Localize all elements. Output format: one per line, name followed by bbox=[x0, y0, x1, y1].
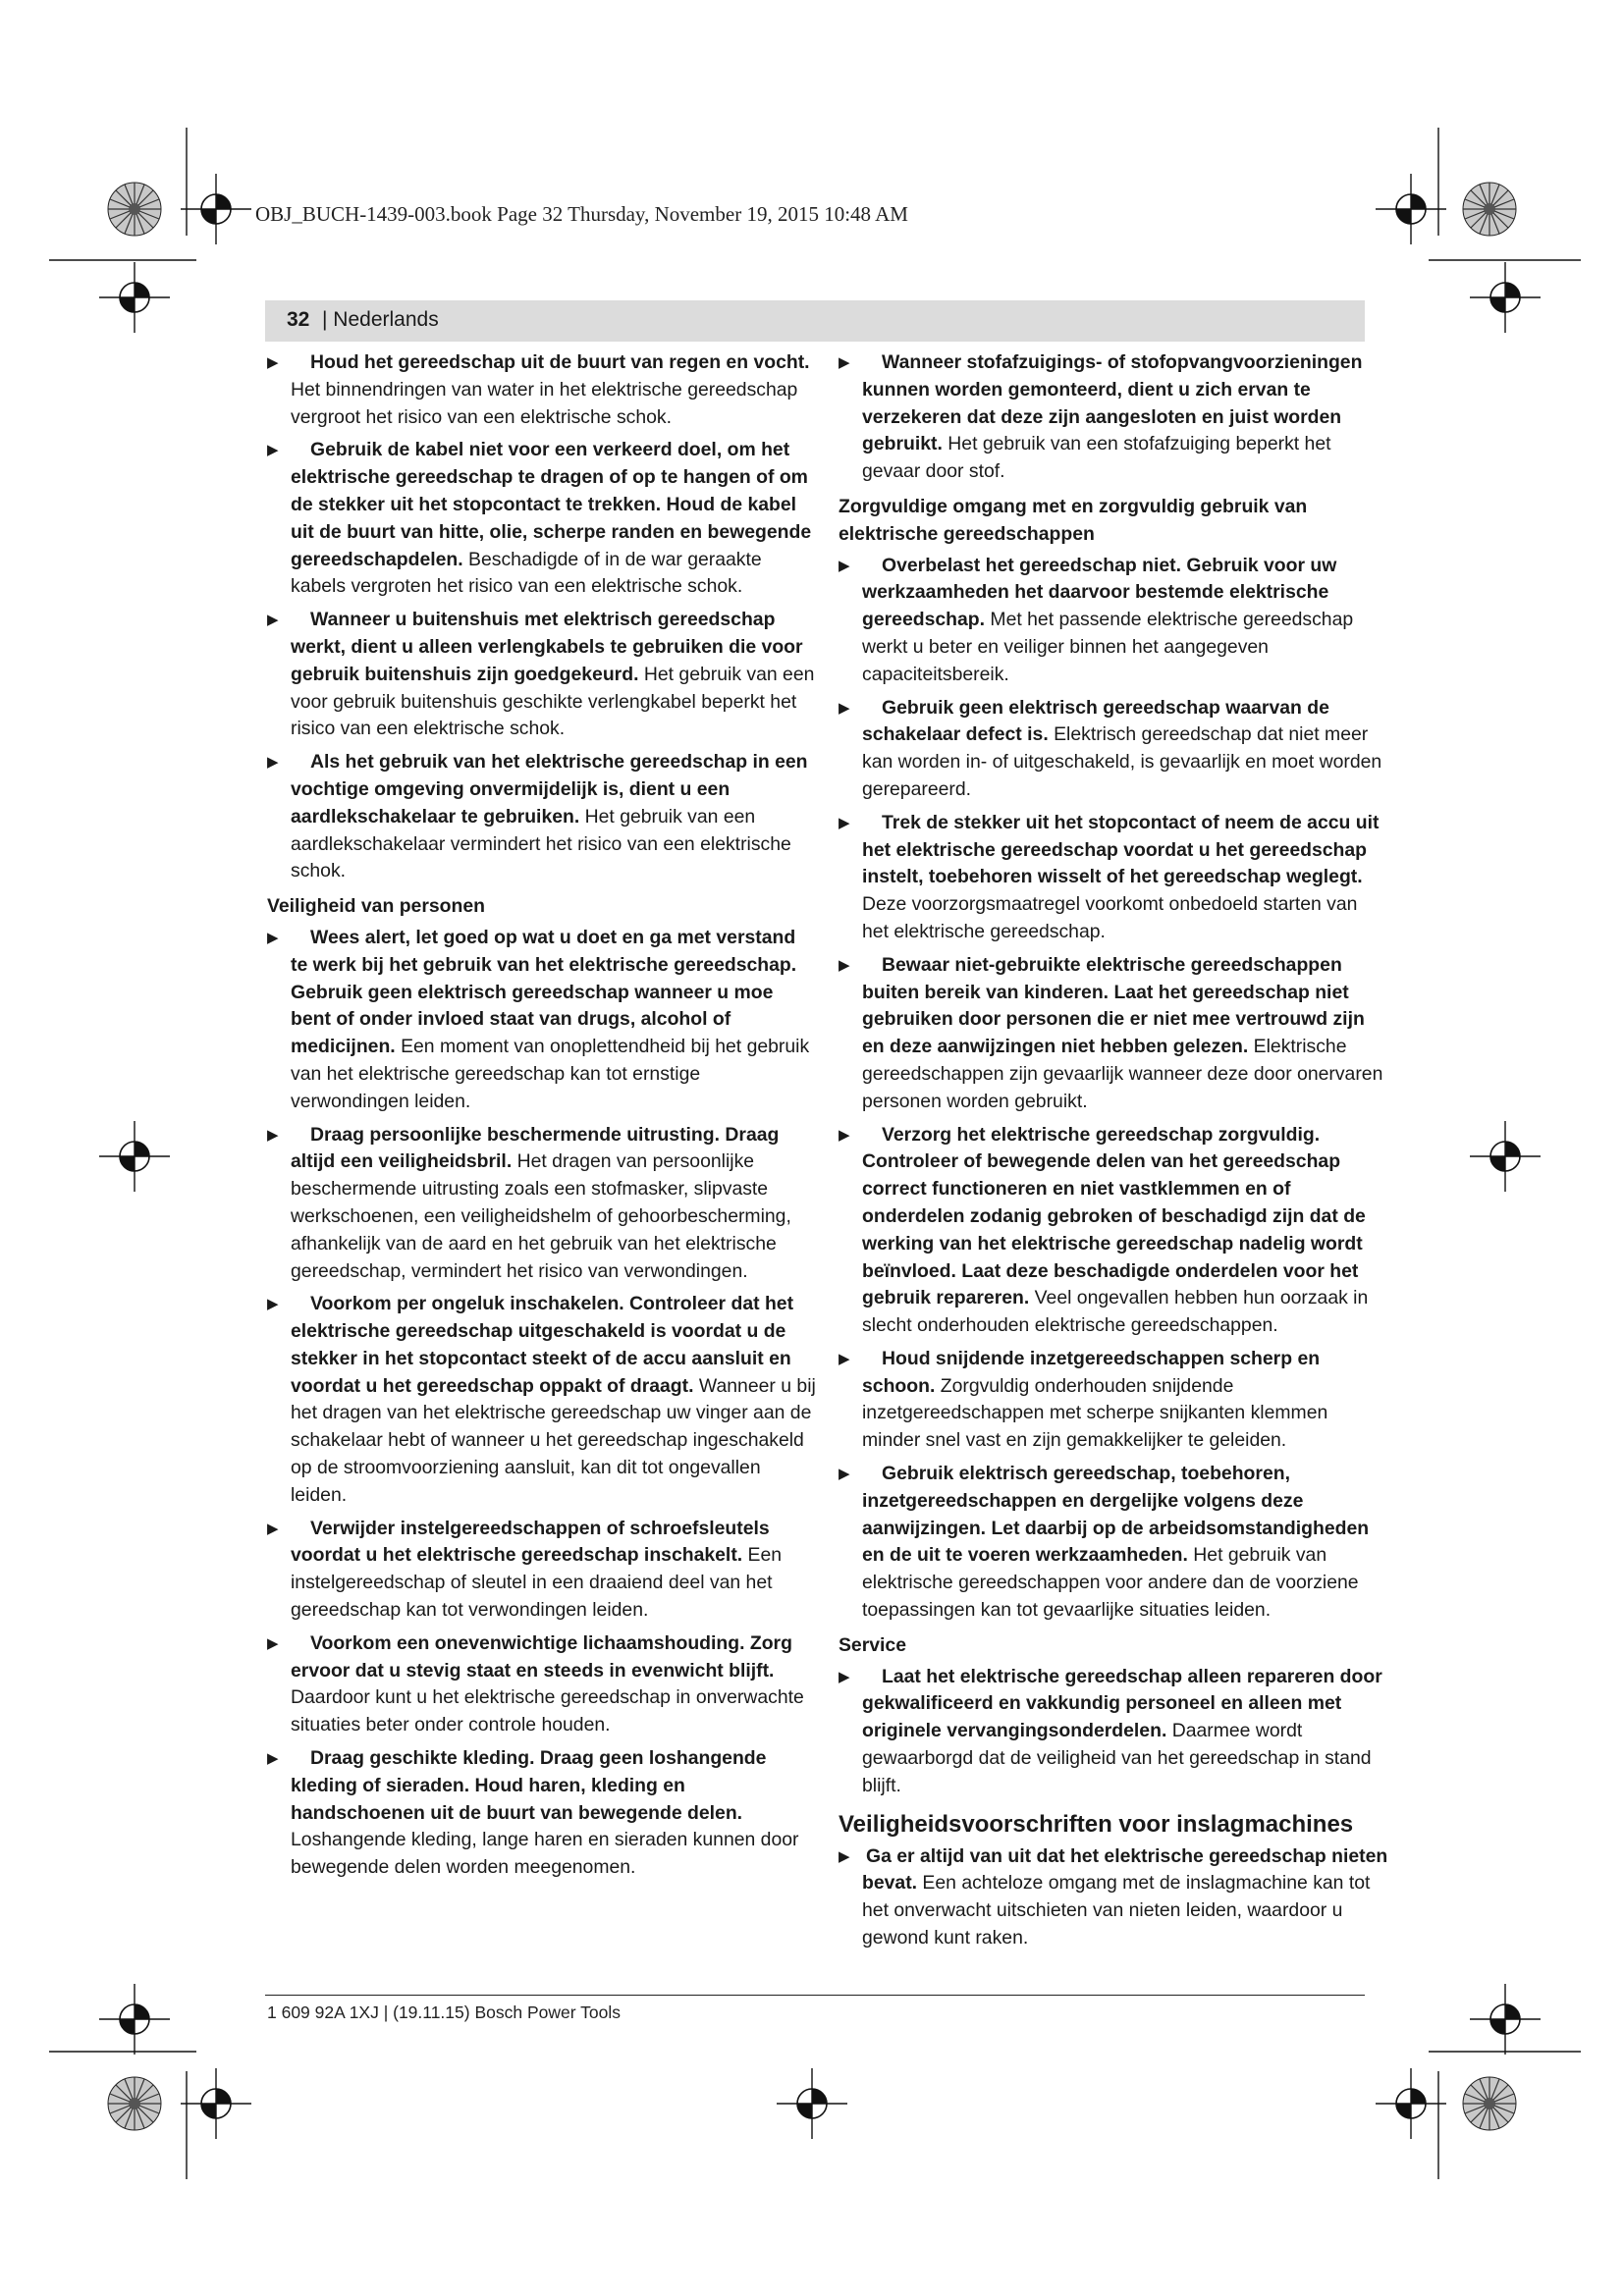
list-item: ▶ Laat het elektrische gereedschap alleen repareren door gekwalificeerd en vakkundig personeel en alleen met originele vervangingsonderdelen. Daarmee wordt gewaarborgd dat de veiligheid van het gereedschap in stand blijft. bbox=[839, 1665, 1382, 1796]
page-header bbox=[265, 300, 1365, 342]
page-footer: 1 609 92A 1XJ | (19.11.15) Bosch Power Tools bbox=[267, 2002, 621, 2022]
right-list-d bbox=[839, 1843, 1388, 1952]
triangle-bullet-icon: ▶ bbox=[267, 1634, 279, 1652]
list-item: ▶ Gebruik de kabel niet voor een verkeerd doel, om het elektrische gereedschap te dragen of op te hangen of om de stekker uit het stopcontact te trekken. Houd de kabel uit de buurt van hitte, olie, scherpe randen en bewegende gereedschapdelen. Beschadigde of in de war geraakte kabels vergroten het risico van een elektrische schok. bbox=[267, 439, 812, 598]
right-list-c bbox=[839, 1664, 1388, 1800]
triangle-bullet-icon: ▶ bbox=[839, 557, 850, 574]
list-item: ▶ Draag persoonlijke beschermende uitrusting. Draag altijd een veiligheidsbril. Het dragen van persoonlijke beschermende uitrusting zoals een stofmasker, slipvaste werkschoenen, een veiligheidshelm of gehoorbescherming, afhankelijk van de aard en het gebruik van het elektrische gereedschap, vermindert het risico van verwondingen. bbox=[267, 1123, 791, 1282]
header-language: | Nederlands bbox=[322, 308, 439, 331]
list-item: ▶ Gebruik geen elektrisch gereedschap waarvan de schakelaar defect is. Elektrisch gereedschap dat niet meer kan worden in- of uitgeschakeld, is gevaarlijk en moet worden gerepareerd. bbox=[839, 696, 1382, 800]
book-slug: OBJ_BUCH-1439-003.book Page 32 Thursday, November 19, 2015 10:48 AM bbox=[255, 202, 908, 226]
triangle-bullet-icon: ▶ bbox=[839, 1466, 850, 1483]
triangle-bullet-icon: ▶ bbox=[839, 956, 850, 974]
subheading-careful-use: Zorgvuldige omgang met en zorgvuldig gebruik van elektrische gereedschappen bbox=[839, 495, 1308, 545]
triangle-bullet-icon: ▶ bbox=[267, 1520, 279, 1537]
color-target-top-left bbox=[108, 183, 161, 236]
color-target-bottom-right bbox=[1463, 2077, 1516, 2130]
triangle-bullet-icon: ▶ bbox=[267, 442, 279, 459]
subheading-personal-safety: Veiligheid van personen bbox=[267, 895, 485, 918]
list-item: ▶ Ga er altijd van uit dat het elektrische gereedschap nieten bevat. Een achteloze omgang met de inslagmachine kan tot het onverwacht uitschieten van nieten leiden, waardoor u gewond kunt raken. bbox=[839, 1844, 1388, 1949]
right-list-b bbox=[839, 553, 1388, 1625]
triangle-bullet-icon: ▶ bbox=[839, 354, 850, 371]
left-list-a bbox=[267, 349, 817, 885]
triangle-bullet-icon: ▶ bbox=[839, 1668, 850, 1685]
list-item: ▶ Als het gebruik van het elektrische gereedschap in een vochtige omgeving onvermijdelijk is, dient u een aardlekschakelaar te gebruiken. Het gebruik van een aardlekschakelaar vermindert het risico van een elektrische schok. bbox=[267, 751, 808, 882]
triangle-bullet-icon: ▶ bbox=[267, 354, 279, 371]
list-item: ▶ Bewaar niet-gebruikte elektrische gereedschappen buiten bereik van kinderen. Laat het gereedschap niet gebruiken door personen die er niet mee vertrouwd zijn en deze aanwijzingen niet hebben gelezen. Elektrische gereedschappen zijn gevaarlijk wanneer deze door onervaren personen worden gebruikt. bbox=[839, 953, 1383, 1112]
triangle-bullet-icon: ▶ bbox=[839, 814, 850, 831]
list-item: ▶ Voorkom een onevenwichtige lichaamshouding. Zorg ervoor dat u stevig staat en steeds in evenwicht blijft. Daardoor kunt u het elektrische gereedschap in onverwachte situaties beter onder controle houden. bbox=[267, 1631, 804, 1736]
left-list-b bbox=[267, 925, 817, 1882]
list-item: ▶ Verzorg het elektrische gereedschap zorgvuldig. Controleer of bewegende delen van het gereedschap correct functioneren en niet vastklemmen en of onderdelen zodanig gebroken of beschadigd zijn dat de werking van het elektrische gereedschap nadelig wordt beïnvloed. Laat deze beschadigde onderdelen voor het gebruik repareren. Veel ongevallen hebben hun oorzaak in slecht onderhouden elektrische gereedschappen. bbox=[839, 1123, 1369, 1337]
page-number: 32 bbox=[287, 308, 310, 331]
list-item: ▶ Gebruik elektrisch gereedschap, toebehoren, inzetgereedschappen en dergelijke volgens deze aanwijzingen. Let daarbij op de arbeidsomstandigheden en de uit te voeren werkzaamheden. Het gebruik van elektrische gereedschappen voor andere dan de voorziene toepassingen kan tot gevaarlijke situaties leiden. bbox=[839, 1463, 1370, 1622]
triangle-bullet-icon: ▶ bbox=[267, 929, 279, 946]
list-item: ▶ Overbelast het gereedschap niet. Gebruik voor uw werkzaamheden het daarvoor bestemde elektrische gereedschap. Met het passende elektrische gereedschap werkt u beter en veiliger binnen het aangegeven capaciteitsbereik. bbox=[839, 554, 1354, 685]
list-item: ▶ Voorkom per ongeluk inschakelen. Controleer dat het elektrische gereedschap uitgeschakeld is voordat u de stekker in het stopcontact steekt of de accu aansluit en voordat u het gereedschap oppakt of draagt. Wanneer u bij het dragen van het elektrische gereedschap uw vinger aan de schakelaar hebt of wanneer u het gereedschap ingeschakeld op de stroomvoorziening aansluit, kan dit tot ongevallen leiden. bbox=[267, 1293, 816, 1506]
triangle-bullet-icon: ▶ bbox=[839, 1126, 850, 1144]
right-list-a bbox=[839, 349, 1388, 486]
triangle-bullet-icon: ▶ bbox=[839, 699, 850, 717]
color-target-bottom-left bbox=[108, 2077, 161, 2130]
triangle-bullet-icon: ▶ bbox=[839, 1350, 850, 1367]
list-item: ▶ Wanneer u buitenshuis met elektrisch gereedschap werkt, dient u alleen verlengkabels te gebruiken die voor gebruik buitenshuis zijn goedgekeurd. Het gebruik van een voor gebruik buitenshuis geschikte verlengkabel beperkt het risico van een elektrische schok. bbox=[267, 609, 815, 740]
list-item: ▶ Houd het gereedschap uit de buurt van regen en vocht. Het binnendringen van water in het elektrische gereedschap vergroot het risico van een elektrische schok. bbox=[267, 351, 810, 428]
list-item: ▶ Draag geschikte kleding. Draag geen loshangende kleding of sieraden. Houd haren, kleding en handschoenen uit de buurt van bewegende delen. Loshangende kleding, lange haren en sieraden kunnen door bewegende delen worden meegenomen. bbox=[267, 1747, 799, 1879]
section-title: Veiligheidsvoorschriften voor inslagmachines bbox=[839, 1810, 1354, 1838]
triangle-bullet-icon: ▶ bbox=[267, 754, 279, 772]
triangle-bullet-icon: ▶ bbox=[267, 1126, 279, 1144]
list-item: ▶ Wees alert, let goed op wat u doet en ga met verstand te werk bij het gebruik van het elektrische gereedschap. Gebruik geen elektrisch gereedschap wanneer u moe bent of onder invloed staat van drugs, alcohol of medicijnen. Een moment van onoplettendheid bij het gebruik van het elektrische gereedschap kan tot ernstige verwondingen leiden. bbox=[267, 926, 810, 1112]
right-column bbox=[839, 349, 1388, 1979]
subheading-service: Service bbox=[839, 1633, 907, 1656]
list-item: ▶ Trek de stekker uit het stopcontact of neem de accu uit het elektrische gereedschap voordat u het gereedschap instelt, toebehoren wisselt of het gereedschap weglegt. Deze voorzorgsmaatregel voorkomt onbedoeld starten van het elektrische gereedschap. bbox=[839, 811, 1380, 942]
left-column bbox=[267, 349, 817, 1979]
footer-rule bbox=[265, 1995, 1365, 1996]
list-item: ▶ Wanneer stofafzuigings- of stofopvangvoorzieningen kunnen worden gemonteerd, dient u zich ervan te verzekeren dat deze zijn aangesloten en juist worden gebruikt. Het gebruik van een stofafzuiging beperkt het gevaar door stof. bbox=[839, 351, 1363, 483]
triangle-bullet-icon: ▶ bbox=[267, 1296, 279, 1313]
color-target-top-right bbox=[1463, 183, 1516, 236]
list-item: ▶ Verwijder instelgereedschappen of schroefsleutels voordat u het elektrische gereedschap inschakelt. Een instelgereedschap of sleutel in een draaiend deel van het gereedschap kan tot verwondingen leiden. bbox=[267, 1517, 783, 1622]
triangle-bullet-icon: ▶ bbox=[267, 612, 279, 629]
triangle-bullet-icon: ▶ bbox=[839, 1847, 850, 1865]
triangle-bullet-icon: ▶ bbox=[267, 1750, 279, 1768]
list-item: ▶ Houd snijdende inzetgereedschappen scherp en schoon. Zorgvuldig onderhouden snijdende inzetgereedschappen met scherpe snijkanten klemmen minder snel vast en zijn gemakkelijker te geleiden. bbox=[839, 1347, 1328, 1452]
